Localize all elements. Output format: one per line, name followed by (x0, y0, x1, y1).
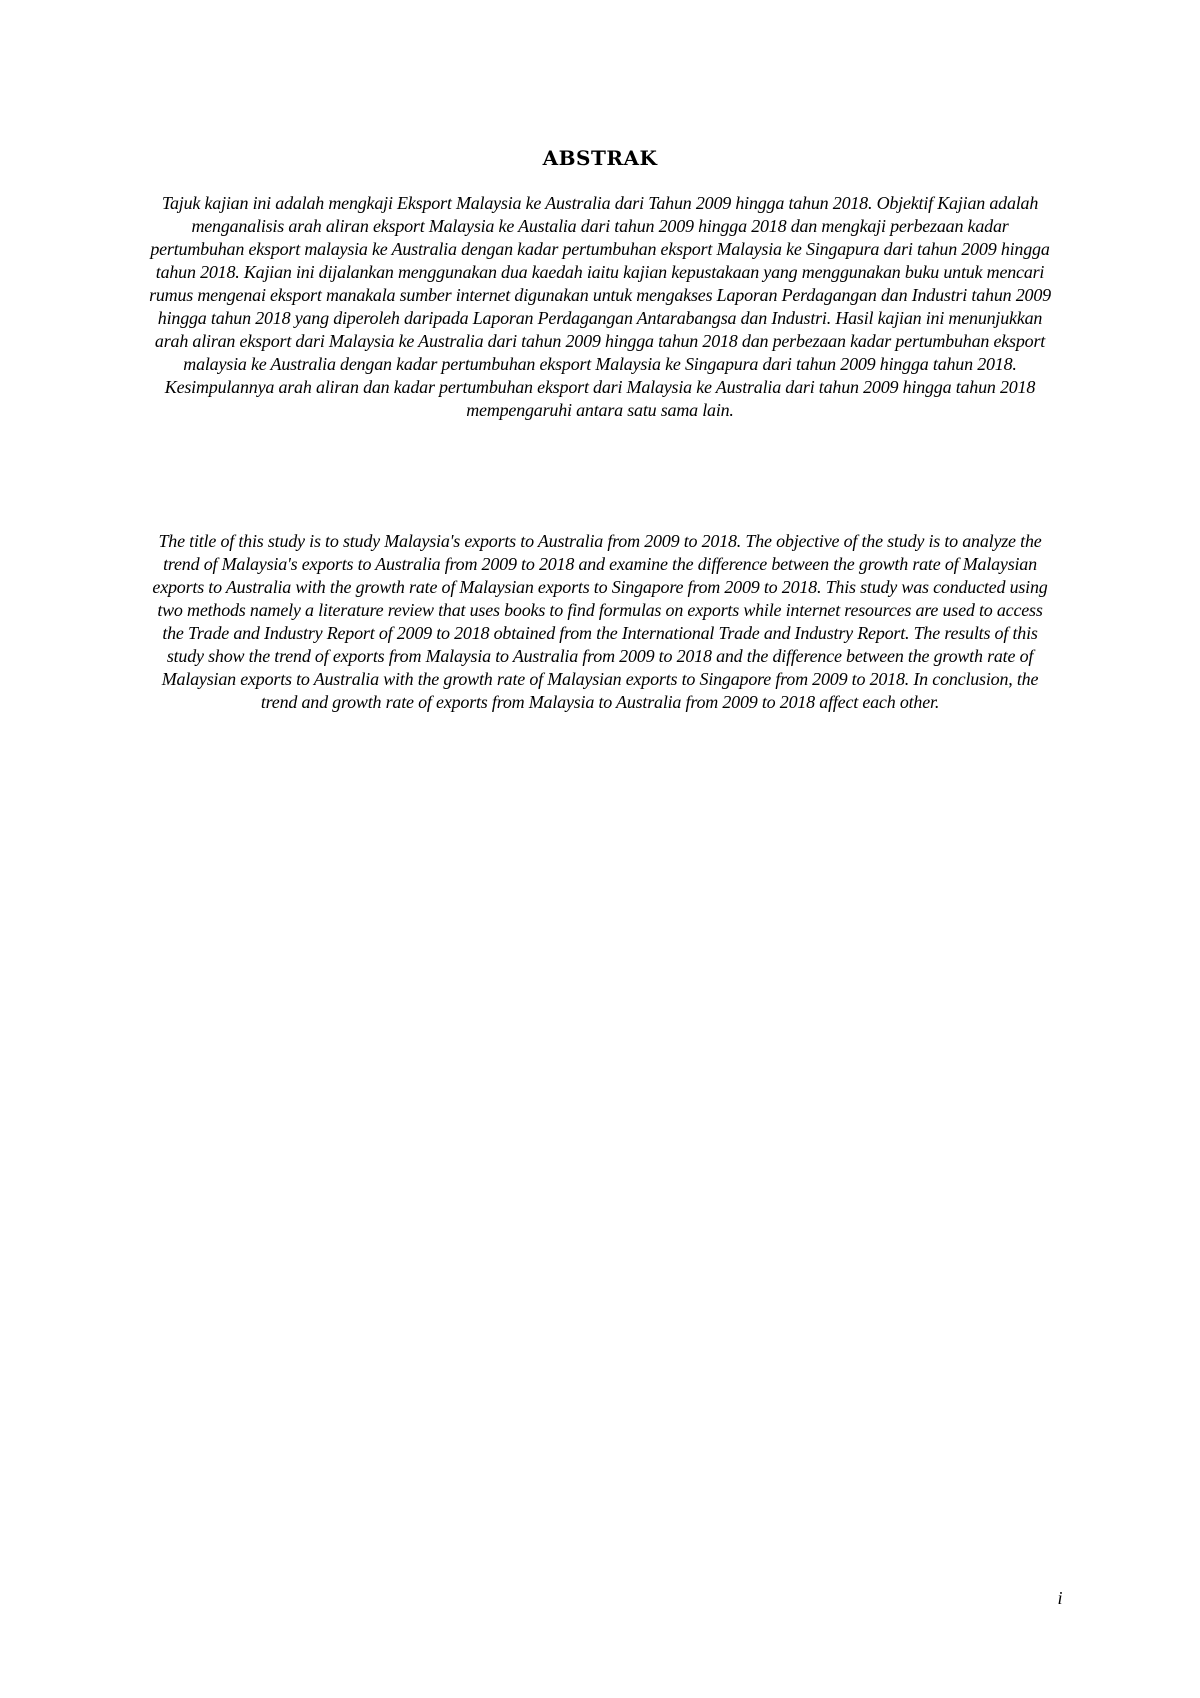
abstract-malay-paragraph: Tajuk kajian ini adalah mengkaji Eksport Malaysia ke Australia dari Tahun 2009 hingga tahun 2018. Objektif Kajian adalah menganalisis arah aliran eksport Malaysia ke Austalia dari tahun 2009 hingga 2018 dan mengkaji perbezaan kadar pertumbuhan eksport malaysia ke Australia dengan kadar pertumbuhan eksport Malaysia ke Singapura dari tahun 2009 hingga tahun 2018. Kajian ini dijalankan menggunakan dua kaedah iaitu kajian kepustakaan yang menggunakan buku untuk mencari rumus mengenai eksport manakala sumber internet digunakan untuk mengakses Laporan Perdagangan dan Industri tahun 2009 hingga tahun 2018 yang diperoleh daripada Laporan Perdagangan Antarabangsa dan Industri. Hasil kajian ini menunjukkan arah aliran eksport dari Malaysia ke Australia dari tahun 2009 hingga tahun 2018 dan perbezaan kadar pertumbuhan eksport malaysia ke Australia dengan kadar pertumbuhan eksport Malaysia ke Singapura dari tahun 2009 hingga tahun 2018. Kesimpulannya arah aliran dan kadar pertumbuhan eksport dari Malaysia ke Australia dari tahun 2009 hingga tahun 2018 mempengaruhi antara satu sama lain. (149, 193, 1051, 420)
abstract-title: ABSTRAK (542, 146, 658, 170)
page-number: i (1057, 1588, 1063, 1608)
abstract-english-paragraph: The title of this study is to study Malaysia's exports to Australia from 2009 to 2018. The objective of the study is to analyze the trend of Malaysia's exports to Australia from 2009 to 2018 and examine the difference between the growth rate of Malaysian exports to Australia with the growth rate of Malaysian exports to Singapore from 2009 to 2018. This study was conducted using two methods namely a literature review that uses books to find formulas on exports while internet resources are used to access the Trade and Industry Report of 2009 to 2018 obtained from the International Trade and Industry Report. The results of this study show the trend of exports from Malaysia to Australia from 2009 to 2018 and the difference between the growth rate of Malaysian exports to Australia with the growth rate of Malaysian exports to Singapore from 2009 to 2018. In conclusion, the trend and growth rate of exports from Malaysia to Australia from 2009 to 2018 affect each other. (152, 531, 1048, 712)
